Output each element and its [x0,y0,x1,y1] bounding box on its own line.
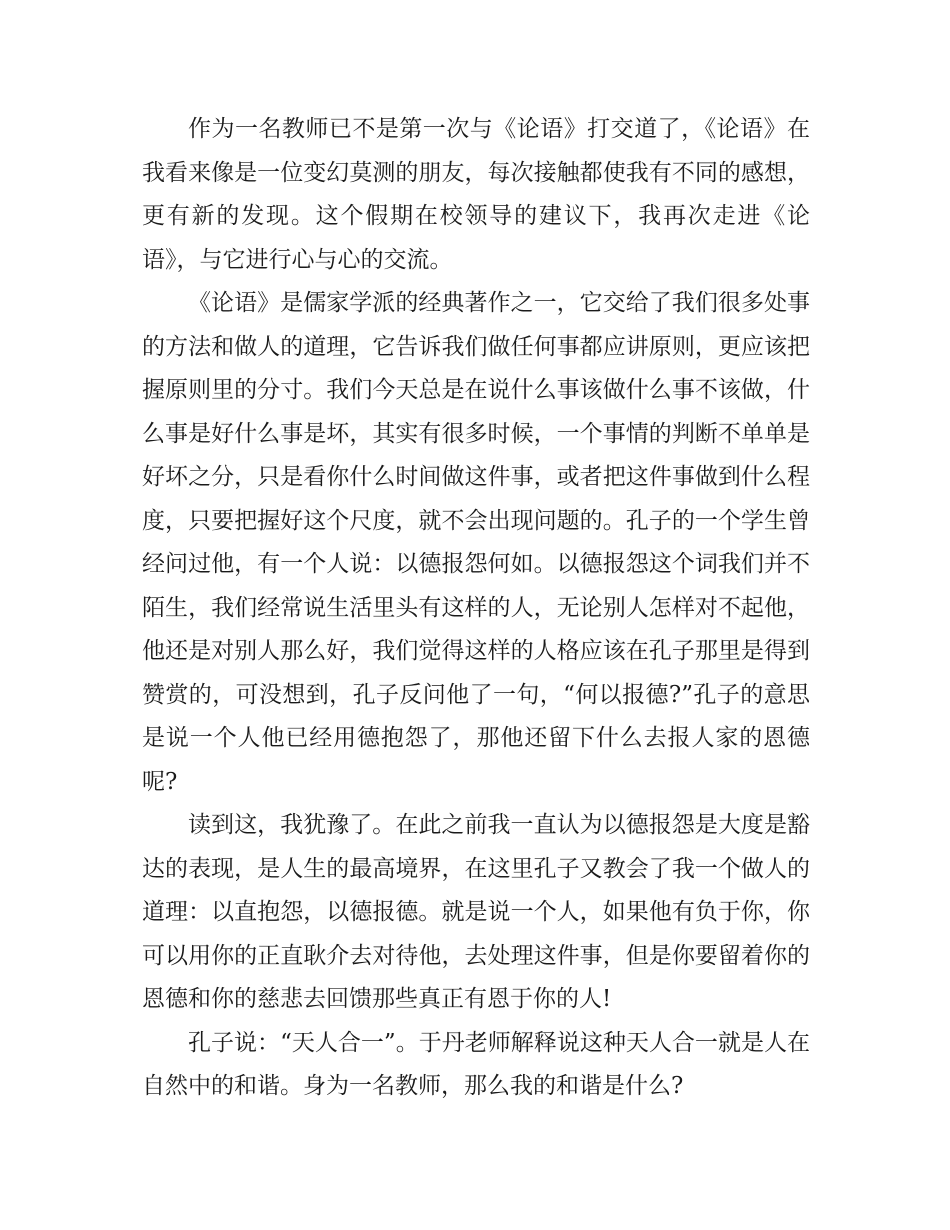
paragraph-4: 孔子说：“天人合一”。于丹老师解释说这种天人合一就是人在自然中的和谐。身为一名教师，那么我的和谐是什么? [142,1029,810,1099]
paragraph-3: 读到这，我犹豫了。在此之前我一直认为以德报怨是大度是豁达的表现，是人生的最高境界，在这里孔子又教会了我一个做人的道理：以直抱怨，以德报德。就是说一个人，如果他有负于你，你可以用你的正直耿介去对待他，去处理这件事，但是你要留着你的恩德和你的慈悲去回馈那些真正有恩于你的人! [142,812,810,1012]
paragraph-1: 作为一名教师已不是第一次与《论语》打交道了，《论语》在我看来像是一位变幻莫测的朋友，每次接触都使我有不同的感想，更有新的发现。这个假期在校领导的建议下，我再次走进《论语》，与它进行心与心的交流。 [142,116,810,273]
paragraph-2: 《论语》是儒家学派的经典著作之一，它交给了我们很多处事的方法和做人的道理，它告诉我们做任何事都应讲原则，更应该把握原则里的分寸。我们今天总是在说什么事该做什么事不该做，什么事是好什么事是坏，其实有很多时候，一个事情的判断不单单是好坏之分，只是看你什么时间做这件事，或者把这件事做到什么程度，只要把握好这个尺度，就不会出现问题的。孔子的一个学生曾经问过他，有一个人说：以德报怨何如。以德报怨这个词我们并不陌生，我们经常说生活里头有这样的人，无论别人怎样对不起他，他还是对别人那么好，我们觉得这样的人格应该在孔子那里是得到赞赏的，可没想到，孔子反问他了一句，“何以报德?”孔子的意思是说一个人他已经用德抱怨了，那他还留下什么去报人家的恩德呢? [142,290,810,795]
document-page [142,108,810,1109]
